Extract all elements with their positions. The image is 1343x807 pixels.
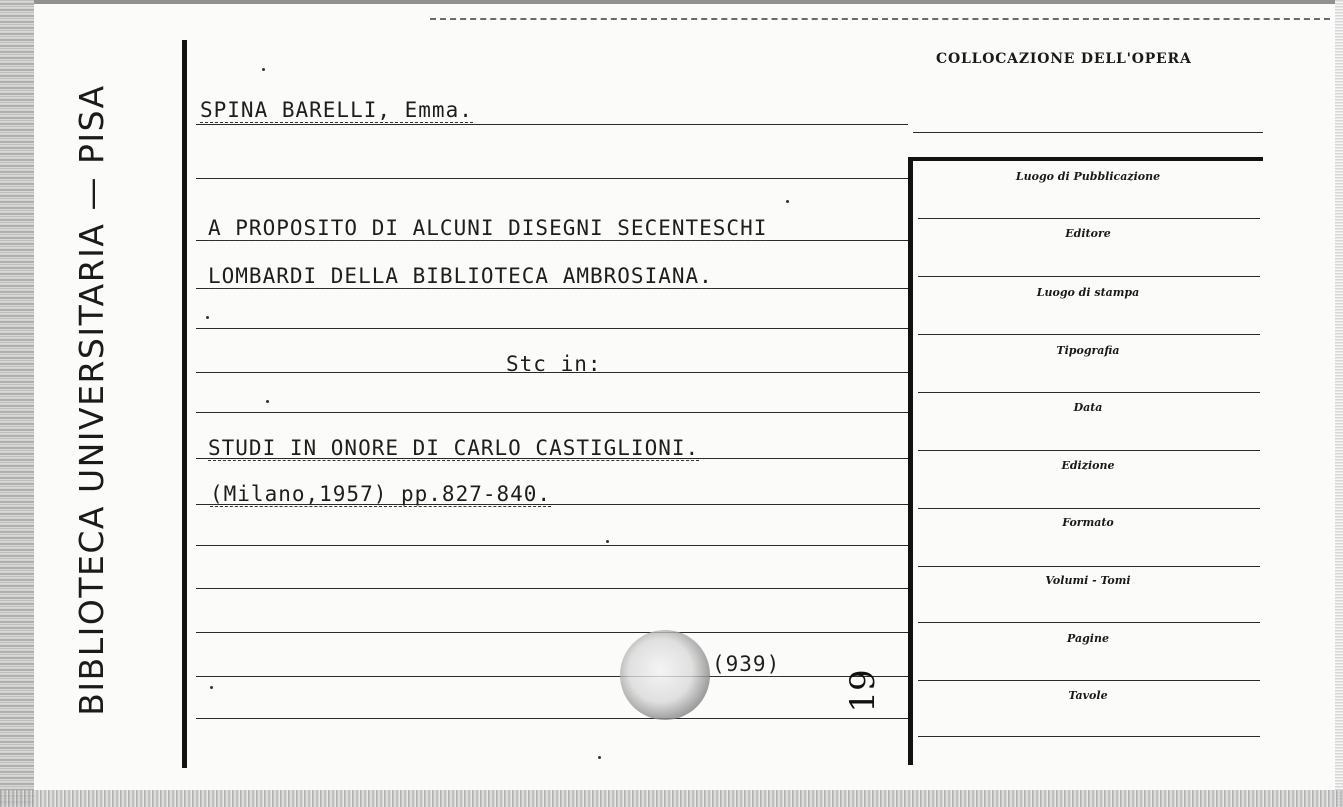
field-label-formato: Formato bbox=[1062, 516, 1114, 529]
field-label-luogo-stampa: Luogo di stampa bbox=[1036, 286, 1140, 299]
ruled-line bbox=[196, 632, 908, 633]
ruled-line bbox=[196, 676, 908, 677]
ruled-line bbox=[913, 132, 1263, 133]
ruled-line bbox=[918, 392, 1260, 393]
speck bbox=[210, 686, 213, 689]
speck bbox=[266, 400, 269, 403]
ruled-line bbox=[918, 566, 1260, 567]
ruled-line bbox=[196, 588, 908, 589]
ruled-line bbox=[196, 718, 908, 719]
collocation-column-rule bbox=[908, 157, 913, 765]
ruled-line bbox=[918, 508, 1260, 509]
title-line-1: A PROPOSITO DI ALCUNI DISEGNI SECENTESCHI bbox=[208, 216, 768, 240]
ruled-line bbox=[918, 680, 1260, 681]
source-line-1: STUDI IN ONORE DI CARLO CASTIGLIONI. bbox=[208, 436, 700, 460]
ruled-line bbox=[196, 124, 908, 125]
collocation-header-rule bbox=[908, 157, 1263, 161]
in-label: Stc in: bbox=[506, 352, 602, 376]
field-label-data: Data bbox=[1073, 401, 1103, 414]
handwritten-mark: 19 bbox=[843, 669, 883, 713]
card-bottom-edge bbox=[0, 790, 1343, 807]
source-line-2: (Milano,1957) pp.827-840. bbox=[210, 482, 552, 506]
card-left-edge bbox=[0, 0, 34, 807]
library-name: BIBLIOTECA UNIVERSITARIA — PISA bbox=[72, 84, 111, 716]
title-line-2: LOMBARDI DELLA BIBLIOTECA AMBROSIANA. bbox=[208, 264, 713, 288]
speck bbox=[606, 540, 609, 543]
top-dotted-line bbox=[430, 18, 1330, 20]
left-margin-rule bbox=[182, 40, 187, 768]
field-label-edizione: Edizione bbox=[1061, 459, 1115, 472]
speck bbox=[786, 200, 789, 203]
field-label-luogo-pubblicazione: Luogo di Pubblicazione bbox=[1015, 170, 1161, 183]
speck bbox=[206, 316, 209, 319]
ruled-line bbox=[918, 622, 1260, 623]
ruled-line bbox=[918, 276, 1260, 277]
card-right-edge bbox=[1335, 0, 1343, 807]
ruled-line bbox=[196, 178, 908, 179]
speck bbox=[598, 756, 601, 759]
ruled-line bbox=[196, 328, 908, 329]
field-label-tavole: Tavole bbox=[1068, 689, 1108, 702]
ruled-line bbox=[196, 412, 908, 413]
field-label-tipografia: Tipografia bbox=[1056, 344, 1120, 357]
ruled-line bbox=[918, 218, 1260, 219]
author-name: SPINA BARELLI, Emma. bbox=[200, 98, 473, 122]
ruled-line bbox=[918, 450, 1260, 451]
library-stamp bbox=[620, 630, 710, 720]
field-label-editore: Editore bbox=[1065, 227, 1111, 240]
field-label-volumi-tomi: Volumi - Tomi bbox=[1045, 574, 1131, 587]
speck bbox=[262, 68, 265, 71]
ruled-line bbox=[918, 334, 1260, 335]
ruled-line bbox=[918, 736, 1260, 737]
field-label-pagine: Pagine bbox=[1067, 632, 1109, 645]
ruled-line bbox=[196, 545, 908, 546]
collocation-heading: COLLOCAZIONE DELL'OPERA bbox=[936, 51, 1192, 67]
card-top-edge bbox=[34, 0, 1343, 4]
card-number: (939) bbox=[712, 652, 781, 676]
